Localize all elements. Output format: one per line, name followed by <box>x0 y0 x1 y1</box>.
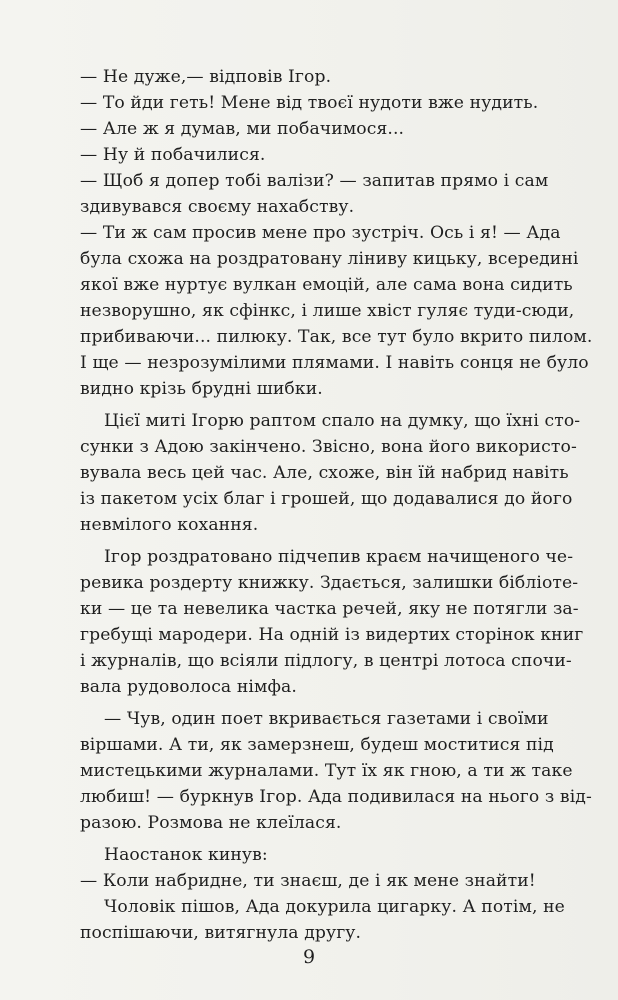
text-line: якої вже нуртує вулкан емоцій, але сама вона сидить <box>80 275 573 295</box>
text-line: видно крізь брудні шибки. <box>80 379 323 399</box>
text-line: із пакетом усіх благ і грошей, що додавалися до його <box>80 489 573 509</box>
text-line: вувала весь цей час. Але, схоже, він їй набрид навіть <box>80 463 569 483</box>
text-line: поспішаючи, витягнула другу. <box>80 923 362 943</box>
text-line: Наостанок кинув: <box>104 845 268 865</box>
text-line: разою. Розмова не клеїлася. <box>80 813 342 833</box>
text-line: Чоловік пішов, Ада докурила цигарку. А потім, не <box>104 897 565 917</box>
text-line: — Але ж я думав, ми побачимося... <box>80 119 405 139</box>
text-line: — Щоб я допер тобі валізи? — запитав прямо і сам <box>80 171 549 191</box>
text-line: любиш! — буркнув Ігор. Ада подивилася на нього з від- <box>80 787 592 807</box>
text-line: — Не дуже,— відповів Ігор. <box>80 67 332 87</box>
text-line: була схожа на роздратовану ліниву кицьку, всередині <box>80 249 579 269</box>
text-line: віршами. А ти, як замерзнеш, будеш моститися під <box>80 735 554 755</box>
text-line: ревика роздерту книжку. Здається, залишки бібліоте- <box>80 573 579 593</box>
text-line: гребущі мародери. На одній із видертих сторінок книг <box>80 625 584 645</box>
text-line: Ігор роздратовано підчепив краєм начищеного че- <box>104 547 574 567</box>
text-line: — Ти ж сам просив мене про зустріч. Ось і я! — Ада <box>80 223 561 243</box>
text-line: невмілого кохання. <box>80 515 259 535</box>
text-line: — Чув, один поет вкривається газетами і своїми <box>104 709 549 729</box>
text-line: мистецькими журналами. Тут їх як гною, а ти ж таке <box>80 761 573 781</box>
text-line: сунки з Адою закінчено. Звісно, вона його використо- <box>80 437 577 457</box>
text-line: — Коли набридне, ти знаєш, де і як мене знайти! <box>80 871 536 891</box>
page-number: 9 <box>302 946 316 968</box>
text-line: незворушно, як сфінкс, і лише хвіст гуляє туди-сюди, <box>80 301 575 321</box>
text-line: прибиваючи... пилюку. Так, все тут було вкрито пилом. <box>80 327 593 347</box>
text-line: ки — це та невелика частка речей, яку не потягли за- <box>80 599 579 619</box>
text-line: і журналів, що всіяли підлогу, в центрі лотоса спочи- <box>80 651 572 671</box>
text-line: здивувався своєму нахабству. <box>80 197 355 217</box>
text-line: І ще — незрозумілими плямами. І навіть сонця не було <box>80 353 589 373</box>
text-line: вала рудоволоса німфа. <box>80 677 297 697</box>
text-line: Цієї миті Ігорю раптом спало на думку, що їхні сто- <box>104 411 581 431</box>
text-line: — То йди геть! Мене від твоєї нудоти вже нудить. <box>80 93 539 113</box>
text-line: — Ну й побачилися. <box>80 145 266 165</box>
